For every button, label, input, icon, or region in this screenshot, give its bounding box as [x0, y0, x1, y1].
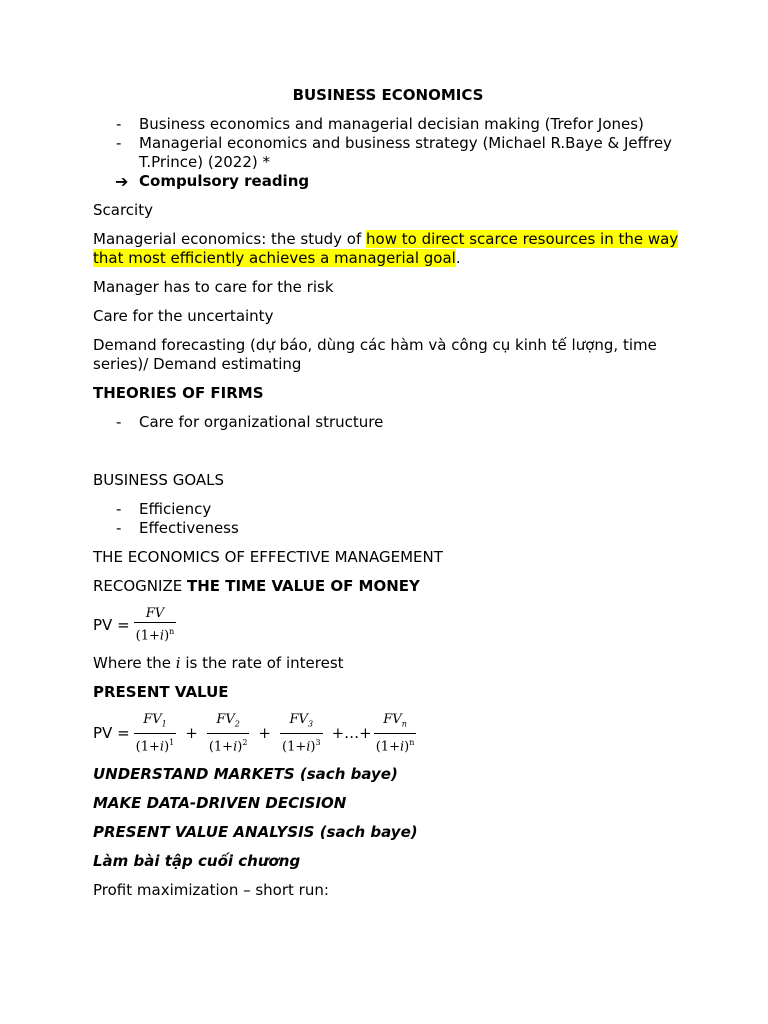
list-item: - Care for organizational structure [116, 413, 384, 431]
pv-term: $\frac{FV_1}{(1+i)^1}$ [135, 712, 175, 755]
effective-management-heading: THE ECONOMICS OF EFFECTIVE MANAGEMENT [93, 548, 443, 566]
recognize-line: RECOGNIZE THE TIME VALUE OF MONEY [93, 577, 420, 595]
dash-bullet: - [116, 519, 122, 537]
pv-formula: PV = $\frac{FV}{(1+i)^n}$ [93, 606, 175, 644]
interest-note: Where the i is the rate of interest [93, 654, 344, 673]
reference-item: - Business economics and managerial decisian making (Trefor Jones) [116, 115, 644, 133]
dash-bullet: - [116, 134, 122, 152]
list-item: - Effectiveness [116, 519, 239, 537]
business-goals-heading: BUSINESS GOALS [93, 471, 225, 489]
pv-fraction: $\frac{FV}{(1+i)^n}$ [135, 606, 175, 644]
highlighted-text: how to direct scarce resources in the way that most efficiently achieves a managerial goal [93, 230, 679, 267]
dash-bullet: - [116, 413, 122, 431]
goals-list [93, 500, 683, 538]
theories-heading: THEORIES OF FIRMS [93, 384, 264, 402]
list-item: - Efficiency [116, 500, 212, 518]
scarcity-line: Scarcity [93, 201, 153, 219]
pv-term: $\frac{FV_n}{(1+i)^n}$ [375, 712, 415, 755]
dash-bullet: - [116, 115, 122, 133]
profit-max-line: Profit maximization – short run: [93, 881, 329, 900]
understand-markets-heading: UNDERSTAND MARKETS (sach baye) [93, 765, 398, 784]
risk-line: Manager has to care for the risk [93, 278, 334, 296]
document-title: BUSINESS ECONOMICS [292, 86, 484, 104]
pv-sum-formula: PV = $\frac{FV_1}{(1+i)^1}$ + $\frac{FV_2}{(1+i)^2}$ + $\frac{FV_3}{(1+i)^3}$ +…+ $\frac{FV_n}{(1+i)^n}$ [93, 712, 415, 755]
present-value-heading: PRESENT VALUE [93, 683, 229, 702]
theories-list [93, 413, 683, 432]
data-driven-heading: MAKE DATA-DRIVEN DECISION [93, 794, 347, 813]
dash-bullet: - [116, 500, 122, 518]
pv-term: $\frac{FV_3}{(1+i)^3}$ [282, 712, 321, 755]
document-page [93, 86, 683, 900]
reference-list [93, 115, 683, 172]
managerial-definition: Managerial economics: the study of how to direct scarce resources in the way that most efficiently achieves a managerial goal. [93, 230, 679, 267]
uncertainty-line: Care for the uncertainty [93, 307, 274, 325]
exercises-heading: Làm bài tập cuối chương [93, 852, 301, 871]
right-arrow-icon: ➔ [115, 172, 129, 191]
pv-term: $\frac{FV_2}{(1+i)^2}$ [208, 712, 248, 755]
forecasting-line: Demand forecasting (dự báo, dùng các hàm và công cụ kinh tế lượng, time series)/ Demand estimating [93, 336, 657, 373]
pv-analysis-heading: PRESENT VALUE ANALYSIS (sach baye) [93, 823, 418, 842]
compulsory-reading-line: ➔ Compulsory reading [115, 172, 310, 191]
reference-item: - Managerial economics and business strategy (Michael R.Baye & Jeffrey T.Prince) (2022) * [116, 134, 672, 171]
